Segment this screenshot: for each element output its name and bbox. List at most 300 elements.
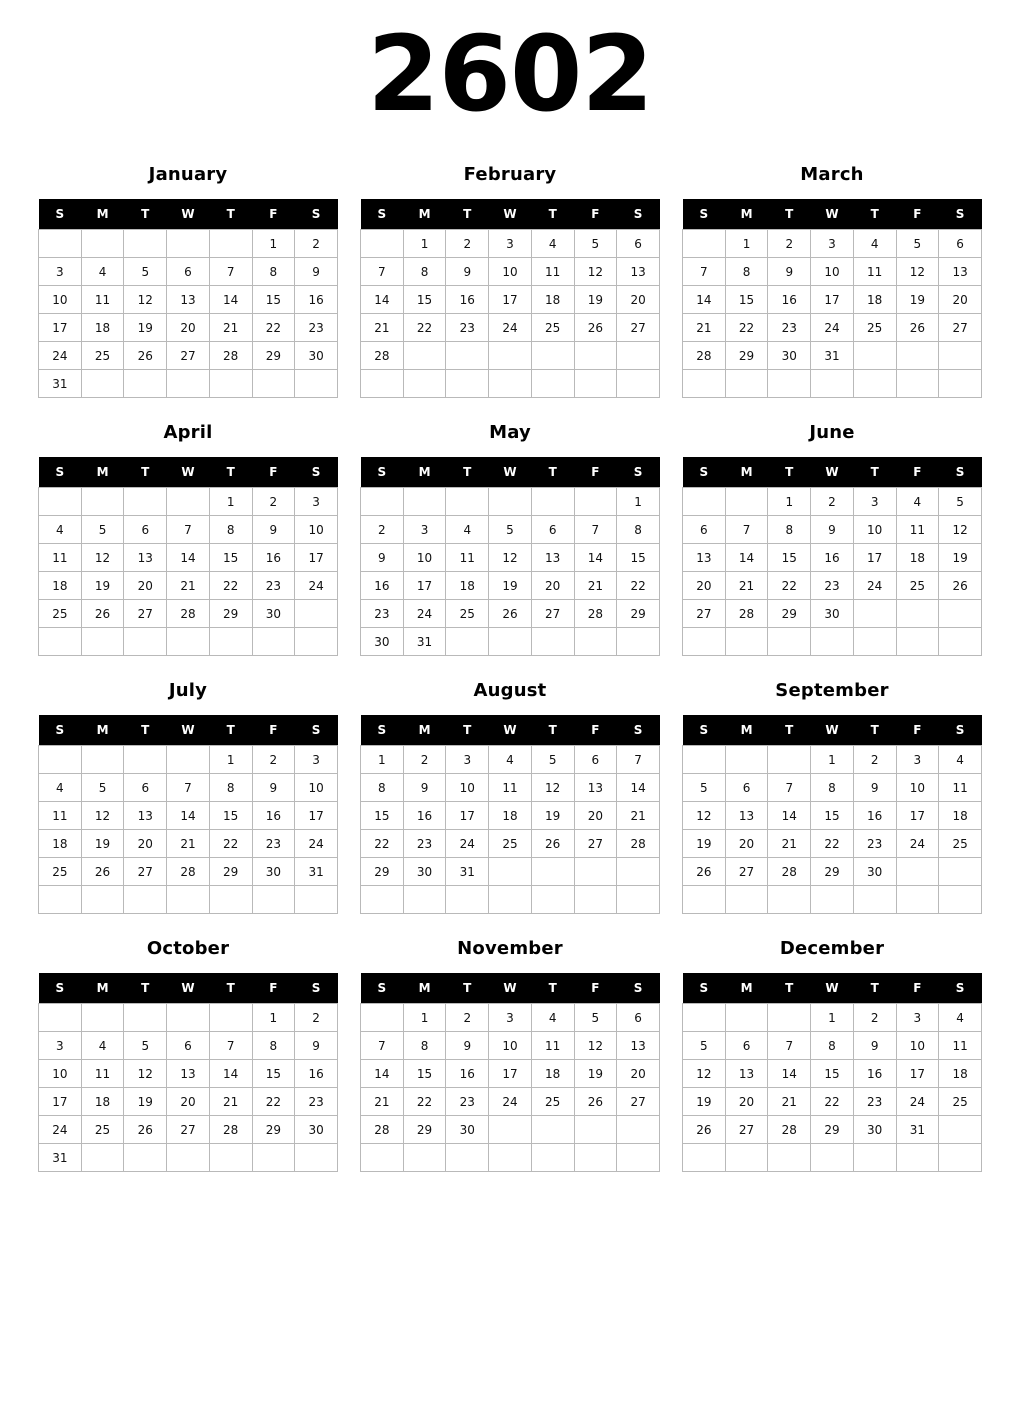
day-cell[interactable]: 5 — [683, 1032, 726, 1060]
day-cell[interactable]: 22 — [725, 314, 768, 342]
day-cell[interactable]: 16 — [811, 544, 854, 572]
day-cell[interactable]: 5 — [81, 774, 124, 802]
day-cell[interactable]: 19 — [531, 802, 574, 830]
day-cell[interactable]: 1 — [617, 488, 660, 516]
day-cell[interactable]: 19 — [574, 286, 617, 314]
day-cell[interactable]: 24 — [811, 314, 854, 342]
day-cell[interactable]: 22 — [768, 572, 811, 600]
day-cell[interactable]: 8 — [403, 1032, 446, 1060]
day-cell[interactable]: 2 — [446, 230, 489, 258]
day-cell[interactable]: 23 — [768, 314, 811, 342]
day-cell[interactable]: 1 — [252, 1004, 295, 1032]
day-cell[interactable]: 30 — [295, 342, 338, 370]
day-cell[interactable]: 9 — [252, 516, 295, 544]
day-cell[interactable]: 1 — [209, 746, 252, 774]
day-cell[interactable]: 5 — [574, 1004, 617, 1032]
day-cell[interactable]: 30 — [403, 858, 446, 886]
day-cell[interactable]: 4 — [531, 1004, 574, 1032]
day-cell[interactable]: 6 — [124, 774, 167, 802]
day-cell[interactable]: 14 — [617, 774, 660, 802]
day-cell[interactable]: 24 — [39, 1116, 82, 1144]
day-cell[interactable]: 1 — [209, 488, 252, 516]
day-cell[interactable]: 27 — [167, 1116, 210, 1144]
day-cell[interactable]: 15 — [252, 286, 295, 314]
day-cell[interactable]: 13 — [124, 802, 167, 830]
day-cell[interactable]: 12 — [489, 544, 532, 572]
day-cell[interactable]: 13 — [725, 1060, 768, 1088]
day-cell[interactable]: 27 — [617, 314, 660, 342]
day-cell[interactable]: 3 — [446, 746, 489, 774]
day-cell[interactable]: 22 — [209, 572, 252, 600]
day-cell[interactable]: 27 — [725, 858, 768, 886]
day-cell[interactable]: 29 — [361, 858, 404, 886]
day-cell[interactable]: 29 — [252, 342, 295, 370]
day-cell[interactable]: 28 — [167, 858, 210, 886]
day-cell[interactable]: 15 — [209, 802, 252, 830]
day-cell[interactable]: 16 — [403, 802, 446, 830]
day-cell[interactable]: 16 — [853, 802, 896, 830]
day-cell[interactable]: 5 — [81, 516, 124, 544]
day-cell[interactable]: 3 — [896, 746, 939, 774]
day-cell[interactable]: 26 — [81, 600, 124, 628]
day-cell[interactable]: 8 — [811, 1032, 854, 1060]
day-cell[interactable]: 24 — [896, 1088, 939, 1116]
day-cell[interactable]: 17 — [896, 1060, 939, 1088]
day-cell[interactable]: 29 — [725, 342, 768, 370]
day-cell[interactable]: 25 — [531, 314, 574, 342]
day-cell[interactable]: 2 — [361, 516, 404, 544]
day-cell[interactable]: 24 — [489, 314, 532, 342]
day-cell[interactable]: 20 — [617, 286, 660, 314]
day-cell[interactable]: 13 — [617, 1032, 660, 1060]
day-cell[interactable]: 27 — [574, 830, 617, 858]
day-cell[interactable]: 3 — [896, 1004, 939, 1032]
day-cell[interactable]: 16 — [768, 286, 811, 314]
day-cell[interactable]: 17 — [811, 286, 854, 314]
day-cell[interactable]: 4 — [39, 516, 82, 544]
day-cell[interactable]: 14 — [209, 1060, 252, 1088]
day-cell[interactable]: 25 — [853, 314, 896, 342]
day-cell[interactable]: 28 — [617, 830, 660, 858]
day-cell[interactable]: 11 — [531, 258, 574, 286]
day-cell[interactable]: 6 — [617, 230, 660, 258]
day-cell[interactable]: 3 — [489, 1004, 532, 1032]
day-cell[interactable]: 9 — [361, 544, 404, 572]
day-cell[interactable]: 26 — [574, 314, 617, 342]
day-cell[interactable]: 20 — [531, 572, 574, 600]
day-cell[interactable]: 30 — [853, 1116, 896, 1144]
day-cell[interactable]: 17 — [295, 802, 338, 830]
day-cell[interactable]: 10 — [896, 1032, 939, 1060]
day-cell[interactable]: 12 — [124, 1060, 167, 1088]
day-cell[interactable]: 25 — [939, 1088, 982, 1116]
day-cell[interactable]: 8 — [252, 1032, 295, 1060]
day-cell[interactable]: 12 — [683, 802, 726, 830]
day-cell[interactable]: 21 — [167, 572, 210, 600]
day-cell[interactable]: 24 — [489, 1088, 532, 1116]
day-cell[interactable]: 22 — [403, 314, 446, 342]
day-cell[interactable]: 6 — [725, 774, 768, 802]
day-cell[interactable]: 5 — [124, 1032, 167, 1060]
day-cell[interactable]: 16 — [853, 1060, 896, 1088]
day-cell[interactable]: 3 — [295, 488, 338, 516]
day-cell[interactable]: 21 — [617, 802, 660, 830]
day-cell[interactable]: 8 — [617, 516, 660, 544]
day-cell[interactable]: 27 — [124, 858, 167, 886]
day-cell[interactable]: 18 — [81, 314, 124, 342]
day-cell[interactable]: 7 — [361, 258, 404, 286]
day-cell[interactable]: 2 — [446, 1004, 489, 1032]
day-cell[interactable]: 19 — [489, 572, 532, 600]
day-cell[interactable]: 4 — [446, 516, 489, 544]
day-cell[interactable]: 29 — [252, 1116, 295, 1144]
day-cell[interactable]: 20 — [617, 1060, 660, 1088]
day-cell[interactable]: 30 — [361, 628, 404, 656]
day-cell[interactable]: 10 — [853, 516, 896, 544]
day-cell[interactable]: 18 — [489, 802, 532, 830]
day-cell[interactable]: 11 — [39, 802, 82, 830]
day-cell[interactable]: 21 — [768, 1088, 811, 1116]
day-cell[interactable]: 28 — [574, 600, 617, 628]
day-cell[interactable]: 16 — [252, 544, 295, 572]
day-cell[interactable]: 13 — [617, 258, 660, 286]
day-cell[interactable]: 11 — [853, 258, 896, 286]
day-cell[interactable]: 9 — [853, 774, 896, 802]
day-cell[interactable]: 20 — [683, 572, 726, 600]
day-cell[interactable]: 18 — [446, 572, 489, 600]
day-cell[interactable]: 13 — [725, 802, 768, 830]
day-cell[interactable]: 27 — [725, 1116, 768, 1144]
day-cell[interactable]: 9 — [295, 1032, 338, 1060]
day-cell[interactable]: 11 — [81, 286, 124, 314]
day-cell[interactable]: 7 — [361, 1032, 404, 1060]
day-cell[interactable]: 4 — [939, 1004, 982, 1032]
day-cell[interactable]: 25 — [446, 600, 489, 628]
day-cell[interactable]: 7 — [768, 774, 811, 802]
day-cell[interactable]: 13 — [574, 774, 617, 802]
day-cell[interactable]: 7 — [617, 746, 660, 774]
day-cell[interactable]: 31 — [39, 1144, 82, 1172]
day-cell[interactable]: 15 — [811, 1060, 854, 1088]
day-cell[interactable]: 13 — [939, 258, 982, 286]
day-cell[interactable]: 21 — [361, 314, 404, 342]
day-cell[interactable]: 11 — [81, 1060, 124, 1088]
day-cell[interactable]: 29 — [403, 1116, 446, 1144]
day-cell[interactable]: 19 — [683, 1088, 726, 1116]
day-cell[interactable]: 18 — [531, 1060, 574, 1088]
day-cell[interactable]: 7 — [167, 774, 210, 802]
day-cell[interactable]: 17 — [853, 544, 896, 572]
day-cell[interactable]: 22 — [252, 1088, 295, 1116]
day-cell[interactable]: 15 — [209, 544, 252, 572]
day-cell[interactable]: 25 — [39, 858, 82, 886]
day-cell[interactable]: 14 — [167, 802, 210, 830]
day-cell[interactable]: 18 — [531, 286, 574, 314]
day-cell[interactable]: 14 — [768, 802, 811, 830]
day-cell[interactable]: 25 — [531, 1088, 574, 1116]
day-cell[interactable]: 30 — [811, 600, 854, 628]
day-cell[interactable]: 26 — [124, 1116, 167, 1144]
day-cell[interactable]: 23 — [252, 572, 295, 600]
day-cell[interactable]: 31 — [403, 628, 446, 656]
day-cell[interactable]: 20 — [167, 314, 210, 342]
day-cell[interactable]: 9 — [853, 1032, 896, 1060]
day-cell[interactable]: 20 — [725, 830, 768, 858]
day-cell[interactable]: 5 — [489, 516, 532, 544]
day-cell[interactable]: 1 — [811, 746, 854, 774]
day-cell[interactable]: 22 — [617, 572, 660, 600]
day-cell[interactable]: 28 — [361, 342, 404, 370]
day-cell[interactable]: 3 — [489, 230, 532, 258]
day-cell[interactable]: 14 — [574, 544, 617, 572]
day-cell[interactable]: 14 — [725, 544, 768, 572]
day-cell[interactable]: 30 — [768, 342, 811, 370]
day-cell[interactable]: 19 — [81, 572, 124, 600]
day-cell[interactable]: 9 — [295, 258, 338, 286]
day-cell[interactable]: 26 — [489, 600, 532, 628]
day-cell[interactable]: 27 — [939, 314, 982, 342]
day-cell[interactable]: 7 — [768, 1032, 811, 1060]
day-cell[interactable]: 30 — [446, 1116, 489, 1144]
day-cell[interactable]: 14 — [209, 286, 252, 314]
day-cell[interactable]: 8 — [252, 258, 295, 286]
day-cell[interactable]: 11 — [939, 774, 982, 802]
day-cell[interactable]: 20 — [939, 286, 982, 314]
day-cell[interactable]: 24 — [295, 572, 338, 600]
day-cell[interactable]: 28 — [725, 600, 768, 628]
day-cell[interactable]: 6 — [167, 258, 210, 286]
day-cell[interactable]: 10 — [446, 774, 489, 802]
day-cell[interactable]: 11 — [489, 774, 532, 802]
day-cell[interactable]: 27 — [531, 600, 574, 628]
day-cell[interactable]: 2 — [853, 1004, 896, 1032]
day-cell[interactable]: 26 — [574, 1088, 617, 1116]
day-cell[interactable]: 19 — [896, 286, 939, 314]
day-cell[interactable]: 2 — [811, 488, 854, 516]
day-cell[interactable]: 17 — [295, 544, 338, 572]
day-cell[interactable]: 6 — [617, 1004, 660, 1032]
day-cell[interactable]: 7 — [167, 516, 210, 544]
day-cell[interactable]: 14 — [683, 286, 726, 314]
day-cell[interactable]: 10 — [39, 1060, 82, 1088]
day-cell[interactable]: 20 — [167, 1088, 210, 1116]
day-cell[interactable]: 10 — [295, 516, 338, 544]
day-cell[interactable]: 23 — [252, 830, 295, 858]
day-cell[interactable]: 29 — [768, 600, 811, 628]
day-cell[interactable]: 12 — [683, 1060, 726, 1088]
day-cell[interactable]: 4 — [896, 488, 939, 516]
day-cell[interactable]: 8 — [403, 258, 446, 286]
day-cell[interactable]: 15 — [617, 544, 660, 572]
day-cell[interactable]: 22 — [252, 314, 295, 342]
day-cell[interactable]: 24 — [446, 830, 489, 858]
day-cell[interactable]: 22 — [811, 1088, 854, 1116]
day-cell[interactable]: 28 — [361, 1116, 404, 1144]
day-cell[interactable]: 27 — [683, 600, 726, 628]
day-cell[interactable]: 8 — [209, 516, 252, 544]
day-cell[interactable]: 16 — [361, 572, 404, 600]
day-cell[interactable]: 18 — [853, 286, 896, 314]
day-cell[interactable]: 20 — [124, 572, 167, 600]
day-cell[interactable]: 19 — [574, 1060, 617, 1088]
day-cell[interactable]: 25 — [81, 1116, 124, 1144]
day-cell[interactable]: 16 — [295, 286, 338, 314]
day-cell[interactable]: 2 — [403, 746, 446, 774]
day-cell[interactable]: 1 — [403, 1004, 446, 1032]
day-cell[interactable]: 1 — [252, 230, 295, 258]
day-cell[interactable]: 9 — [446, 258, 489, 286]
day-cell[interactable]: 23 — [295, 314, 338, 342]
day-cell[interactable]: 15 — [361, 802, 404, 830]
day-cell[interactable]: 28 — [209, 1116, 252, 1144]
day-cell[interactable]: 19 — [81, 830, 124, 858]
day-cell[interactable]: 10 — [295, 774, 338, 802]
day-cell[interactable]: 4 — [939, 746, 982, 774]
day-cell[interactable]: 18 — [939, 802, 982, 830]
day-cell[interactable]: 24 — [896, 830, 939, 858]
day-cell[interactable]: 18 — [939, 1060, 982, 1088]
day-cell[interactable]: 17 — [39, 1088, 82, 1116]
day-cell[interactable]: 7 — [725, 516, 768, 544]
day-cell[interactable]: 13 — [531, 544, 574, 572]
day-cell[interactable]: 25 — [939, 830, 982, 858]
day-cell[interactable]: 1 — [768, 488, 811, 516]
day-cell[interactable]: 12 — [574, 1032, 617, 1060]
day-cell[interactable]: 2 — [295, 230, 338, 258]
day-cell[interactable]: 24 — [403, 600, 446, 628]
day-cell[interactable]: 1 — [725, 230, 768, 258]
day-cell[interactable]: 26 — [683, 858, 726, 886]
day-cell[interactable]: 4 — [81, 258, 124, 286]
day-cell[interactable]: 22 — [209, 830, 252, 858]
day-cell[interactable]: 10 — [489, 1032, 532, 1060]
day-cell[interactable]: 10 — [489, 258, 532, 286]
day-cell[interactable]: 24 — [39, 342, 82, 370]
day-cell[interactable]: 5 — [531, 746, 574, 774]
day-cell[interactable]: 22 — [361, 830, 404, 858]
day-cell[interactable]: 22 — [811, 830, 854, 858]
day-cell[interactable]: 12 — [81, 802, 124, 830]
day-cell[interactable]: 9 — [811, 516, 854, 544]
day-cell[interactable]: 8 — [811, 774, 854, 802]
day-cell[interactable]: 8 — [209, 774, 252, 802]
day-cell[interactable]: 31 — [39, 370, 82, 398]
day-cell[interactable]: 1 — [403, 230, 446, 258]
day-cell[interactable]: 8 — [725, 258, 768, 286]
day-cell[interactable]: 6 — [683, 516, 726, 544]
day-cell[interactable]: 3 — [811, 230, 854, 258]
day-cell[interactable]: 23 — [403, 830, 446, 858]
day-cell[interactable]: 25 — [489, 830, 532, 858]
day-cell[interactable]: 30 — [853, 858, 896, 886]
day-cell[interactable]: 7 — [683, 258, 726, 286]
day-cell[interactable]: 30 — [252, 600, 295, 628]
day-cell[interactable]: 4 — [39, 774, 82, 802]
day-cell[interactable]: 25 — [896, 572, 939, 600]
day-cell[interactable]: 26 — [896, 314, 939, 342]
day-cell[interactable]: 26 — [683, 1116, 726, 1144]
day-cell[interactable]: 26 — [124, 342, 167, 370]
day-cell[interactable]: 23 — [446, 314, 489, 342]
day-cell[interactable]: 18 — [39, 572, 82, 600]
day-cell[interactable]: 28 — [209, 342, 252, 370]
day-cell[interactable]: 12 — [124, 286, 167, 314]
day-cell[interactable]: 3 — [39, 258, 82, 286]
day-cell[interactable]: 27 — [167, 342, 210, 370]
day-cell[interactable]: 28 — [768, 1116, 811, 1144]
day-cell[interactable]: 18 — [39, 830, 82, 858]
day-cell[interactable]: 10 — [403, 544, 446, 572]
day-cell[interactable]: 2 — [252, 488, 295, 516]
day-cell[interactable]: 12 — [896, 258, 939, 286]
day-cell[interactable]: 3 — [39, 1032, 82, 1060]
day-cell[interactable]: 31 — [811, 342, 854, 370]
day-cell[interactable]: 16 — [252, 802, 295, 830]
day-cell[interactable]: 15 — [403, 286, 446, 314]
day-cell[interactable]: 21 — [209, 314, 252, 342]
day-cell[interactable]: 24 — [295, 830, 338, 858]
day-cell[interactable]: 12 — [939, 516, 982, 544]
day-cell[interactable]: 23 — [853, 830, 896, 858]
day-cell[interactable]: 5 — [896, 230, 939, 258]
day-cell[interactable]: 6 — [167, 1032, 210, 1060]
day-cell[interactable]: 23 — [853, 1088, 896, 1116]
day-cell[interactable]: 7 — [209, 1032, 252, 1060]
day-cell[interactable]: 21 — [209, 1088, 252, 1116]
day-cell[interactable]: 11 — [39, 544, 82, 572]
day-cell[interactable]: 15 — [811, 802, 854, 830]
day-cell[interactable]: 2 — [853, 746, 896, 774]
day-cell[interactable]: 9 — [403, 774, 446, 802]
day-cell[interactable]: 25 — [39, 600, 82, 628]
day-cell[interactable]: 29 — [209, 600, 252, 628]
day-cell[interactable]: 6 — [124, 516, 167, 544]
day-cell[interactable]: 17 — [403, 572, 446, 600]
day-cell[interactable]: 4 — [489, 746, 532, 774]
day-cell[interactable]: 6 — [574, 746, 617, 774]
day-cell[interactable]: 7 — [574, 516, 617, 544]
day-cell[interactable]: 13 — [124, 544, 167, 572]
day-cell[interactable]: 1 — [811, 1004, 854, 1032]
day-cell[interactable]: 19 — [124, 1088, 167, 1116]
day-cell[interactable]: 23 — [295, 1088, 338, 1116]
day-cell[interactable]: 27 — [617, 1088, 660, 1116]
day-cell[interactable]: 14 — [768, 1060, 811, 1088]
day-cell[interactable]: 2 — [768, 230, 811, 258]
day-cell[interactable]: 13 — [683, 544, 726, 572]
day-cell[interactable]: 20 — [574, 802, 617, 830]
day-cell[interactable]: 18 — [81, 1088, 124, 1116]
day-cell[interactable]: 18 — [896, 544, 939, 572]
day-cell[interactable]: 2 — [252, 746, 295, 774]
day-cell[interactable]: 10 — [896, 774, 939, 802]
day-cell[interactable]: 29 — [811, 1116, 854, 1144]
day-cell[interactable]: 11 — [446, 544, 489, 572]
day-cell[interactable]: 30 — [295, 1116, 338, 1144]
day-cell[interactable]: 13 — [167, 286, 210, 314]
day-cell[interactable]: 28 — [167, 600, 210, 628]
day-cell[interactable]: 26 — [531, 830, 574, 858]
day-cell[interactable]: 10 — [811, 258, 854, 286]
day-cell[interactable]: 27 — [124, 600, 167, 628]
day-cell[interactable]: 6 — [939, 230, 982, 258]
day-cell[interactable]: 31 — [446, 858, 489, 886]
day-cell[interactable]: 23 — [811, 572, 854, 600]
day-cell[interactable]: 21 — [768, 830, 811, 858]
day-cell[interactable]: 9 — [446, 1032, 489, 1060]
day-cell[interactable]: 17 — [896, 802, 939, 830]
day-cell[interactable]: 14 — [361, 286, 404, 314]
